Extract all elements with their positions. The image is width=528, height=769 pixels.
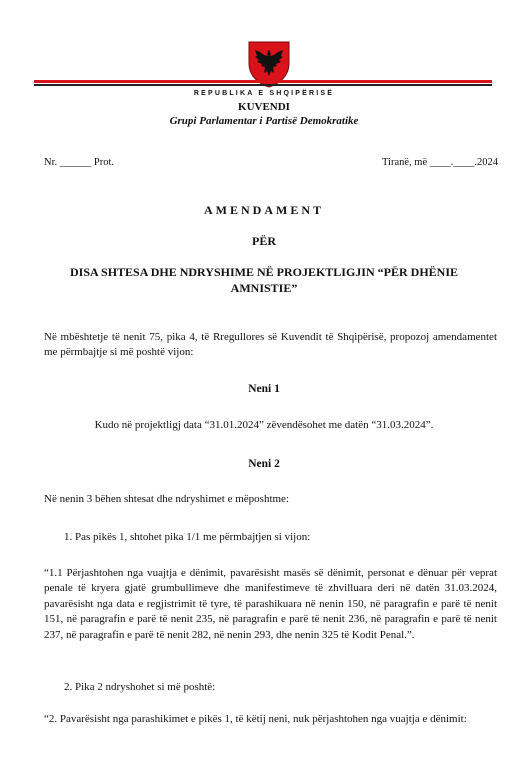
institution-label: KUVENDI [238,101,290,113]
header-rule-red [34,80,492,83]
header-rule-dark [34,84,492,86]
article-2-intro: Në nenin 3 bëhen shtesat dhe ndryshimet e mëposhtme: [44,493,289,505]
article-1-text: Kudo në projektligj data “31.01.2024” zëvendësohet me datën “31.03.2024”. [94,419,434,431]
document-title: AMENDAMENT [204,203,324,217]
article-1-heading: Neni 1 [248,383,280,395]
place-date: Tiranë, më ____.____.2024 [382,157,498,168]
list-item: 1. Pas pikës 1, shtohet pika 1/1 me përmbajtjen si vijon: [64,531,311,543]
article-2-heading: Neni 2 [248,458,280,470]
protocol-number: Nr. ______ Prot. [44,157,115,168]
article-2-item-1-text: “1.1 Përjashtohen nga vuajtja e dënimit, pavarësisht masës së dënimit, personat e dënuar për veprat penale të kryera gjatë grumbullimeve dhe manifestimeve të zhvilluara deri në datën 31.03.2024, pavarësisht nga data e regjistrimit të tyre, të parashikuara në nenin 150, në paragrafin e parë të nenit 151, në paragrafin e parë të nenit 235, në paragrafin e parë të nenit 236, në paragrafin e parë të nenit 237, në paragrafin e parë të nenit 282, në nenin 293, dhe nenin 325 të Kodit Penal.”. [44,567,497,641]
republic-label: REPUBLIKA E SHQIPËRISË [193,90,335,97]
article-2-item-2-text: “2. Pavarësisht nga parashikimet e pikës 1, të këtij neni, nuk përjashtohen nga vuajtja e dënimit: [44,713,467,725]
parliamentary-group-label: Grupi Parlamentar i Partisë Demokratike [169,115,359,127]
document-subject: DISA SHTESA DHE NDRYSHIME NË PROJEKTLIGJIN “PËR DHËNIE AMNISTIE” [70,265,458,295]
title-preposition: PËR [252,234,276,248]
list-item: 2. Pika 2 ndryshohet si më poshtë: [64,681,216,693]
intro-paragraph: Në mbështetje të nenit 75, pika 4, të Rregullores së Kuvendit të Shqipërisë, propozoj amendamentet me përmbajtje si më poshtë vijon: [44,331,497,359]
